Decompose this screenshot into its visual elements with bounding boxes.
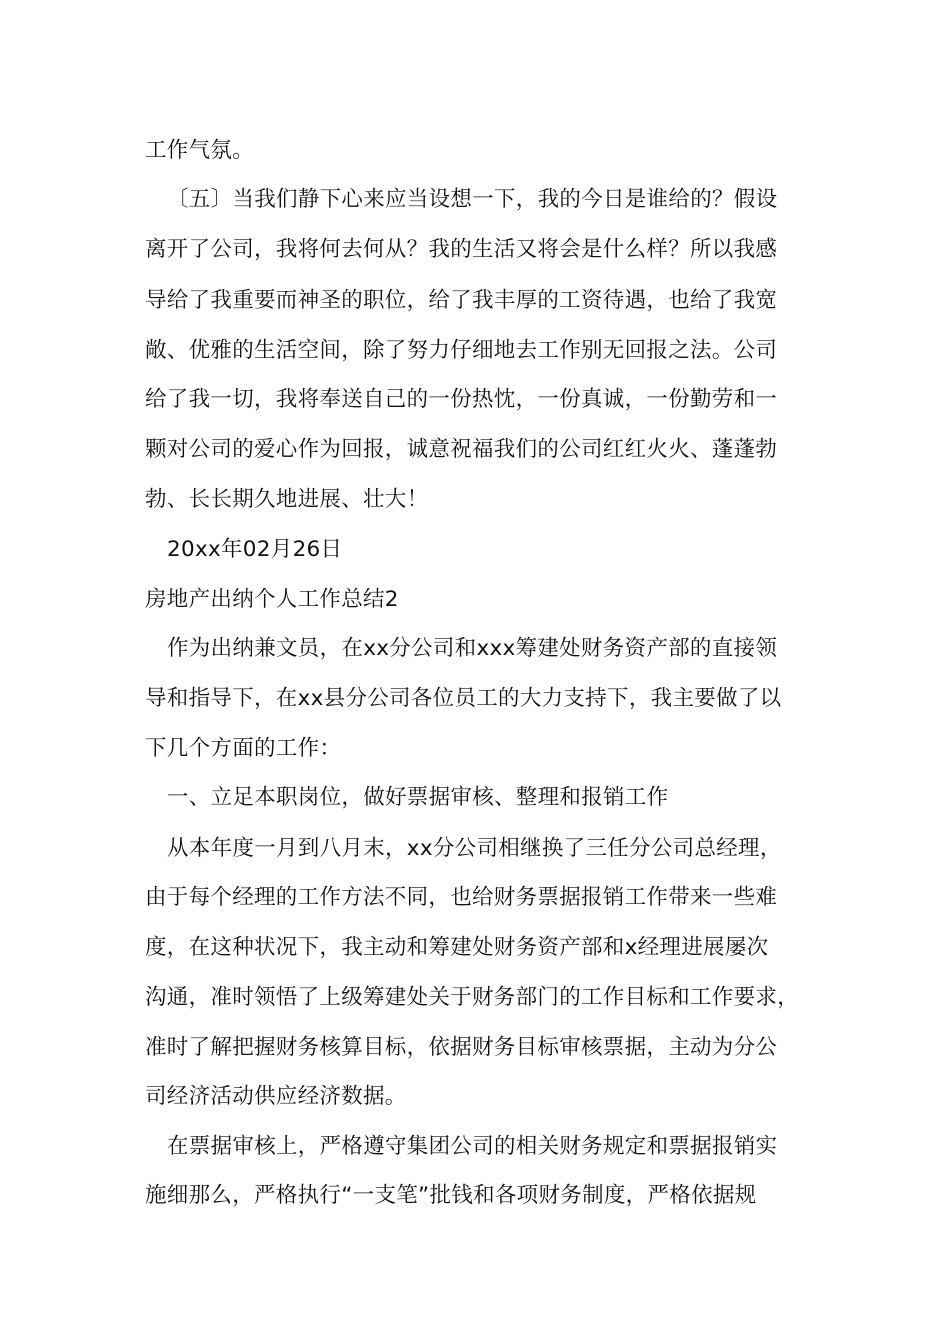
paragraph-first-line: 在票据审核上，严格遵守集团公司的相关财务规定和票据报销实	[167, 1134, 778, 1159]
text-line: 颗对公司的爱心作为回报，诚意祝福我们的公司红红火火、蓬蓬勃	[145, 437, 778, 462]
section-title: 房地产出纳个人工作总结2	[145, 587, 399, 612]
text-line: 导和指导下，在xx县分公司各位员工的大力支持下，我主要做了以	[145, 686, 782, 711]
text-line: 由于每个经理的工作方法不同，也给财务票据报销工作带来一些难	[145, 885, 778, 910]
text-line: 度，在这种状况下，我主动和筹建处财务资产部和x经理进展屡次	[145, 935, 769, 960]
text-line: 勃、长长期久地进展、壮大！	[145, 487, 429, 512]
text-line: 准时了解把握财务核算目标，依据财务目标审核票据，主动为分公	[145, 1035, 778, 1060]
text-line: 下几个方面的工作：	[145, 736, 342, 761]
paragraph-first-line: 作为出纳兼文员，在xx分公司和xxx筹建处财务资产部的直接领	[167, 636, 778, 661]
date-line: 20xx年02月26日	[167, 537, 343, 562]
text-line: 工作气氛。	[145, 138, 255, 163]
paragraph-first-line: 〔五〕当我们静下心来应当设想一下，我的今日是谁给的？假设	[167, 187, 778, 212]
text-line: 司经济活动供应经济数据。	[145, 1084, 407, 1109]
text-line: 导给了我重要而神圣的职位，给了我丰厚的工资待遇，也给了我宽	[145, 288, 778, 313]
text-line: 给了我一切，我将奉送自己的一份热忱，一份真诚，一份勤劳和一	[145, 387, 778, 412]
subheading: 一、立足本职岗位，做好票据审核、整理和报销工作	[167, 785, 669, 810]
text-line: 沟通，准时领悟了上级筹建处关于财务部门的工作目标和工作要求，	[145, 985, 800, 1010]
text-line: 施细那么，严格执行“一支笔”批钱和各项财务制度，严格依据规	[145, 1183, 757, 1208]
paragraph-first-line: 从本年度一月到八月末，xx分公司相继换了三任分公司总经理，	[167, 836, 782, 861]
text-line: 敞、优雅的生活空间，除了努力仔细地去工作别无回报之法。公司	[145, 338, 778, 363]
text-line: 离开了公司，我将何去何从？我的生活又将会是什么样？所以我感	[145, 237, 778, 262]
